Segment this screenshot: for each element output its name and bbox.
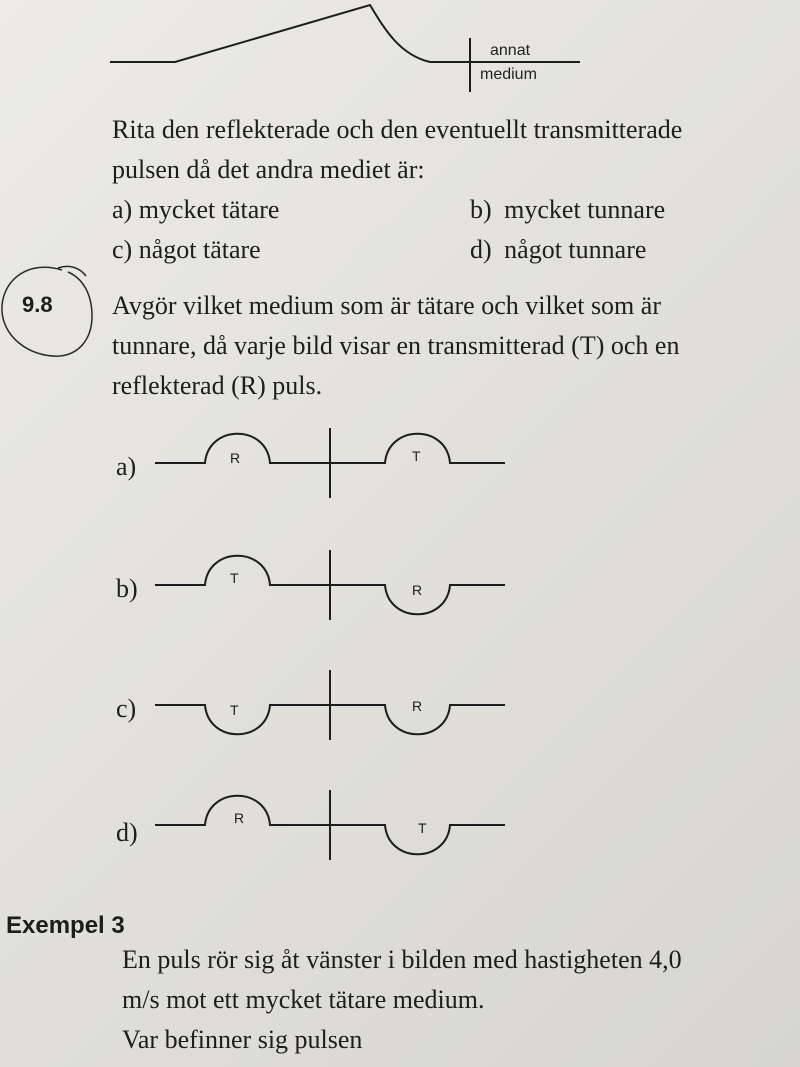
- task-98-line-2: tunnare, då varje bild visar en transmitterad (T) och en: [112, 331, 680, 360]
- left-pulse-label: R: [230, 450, 241, 466]
- figure-a: [0, 418, 800, 518]
- option-letter: a): [112, 195, 133, 224]
- figure-b: [0, 540, 800, 640]
- example-line-1: En puls rör sig åt vänster i bilden med hastigheten 4,0: [122, 945, 682, 974]
- left-pulse-label: T: [230, 570, 239, 586]
- figure-letter: b): [116, 574, 138, 603]
- figure-letter: c): [116, 694, 137, 723]
- prev-task-line-2: pulsen då det andra mediet är:: [112, 155, 425, 184]
- handdrawn-circle-mark: [0, 258, 110, 368]
- example-heading: Exempel 3: [6, 912, 125, 939]
- option-text: mycket tätare: [138, 195, 280, 224]
- top-pulse-diagram: [0, 0, 800, 110]
- right-pulse-label: T: [412, 448, 421, 464]
- task-98-line-1: Avgör vilket medium som är tätare och vilket som är: [112, 291, 661, 320]
- example-line-2: m/s mot ett mycket tätare medium.: [122, 985, 485, 1014]
- right-pulse-label: R: [412, 698, 423, 714]
- left-pulse-label: R: [234, 810, 245, 826]
- right-pulse-label: T: [418, 820, 427, 836]
- pulse-figure: [0, 660, 800, 760]
- pulse-figure: [0, 418, 800, 518]
- figure-letter: a): [116, 452, 137, 481]
- figure-d: [0, 780, 800, 880]
- task-number: 9.8: [22, 292, 53, 317]
- prev-option-d: [470, 230, 646, 269]
- prev-option-b: [470, 190, 665, 229]
- prev-task-line-1: Rita den reflekterade och den eventuellt transmitterade: [112, 115, 683, 144]
- left-pulse-label: T: [230, 702, 239, 718]
- prev-option-a: [112, 190, 279, 229]
- option-letter: b): [470, 195, 492, 224]
- option-text: något tätare: [138, 235, 261, 264]
- pulse-figure: [0, 540, 800, 640]
- option-letter: c): [112, 235, 133, 264]
- figure-letter: d): [116, 818, 138, 847]
- label-medium: medium: [480, 66, 537, 83]
- option-letter: d): [470, 235, 492, 264]
- task-98-line-3: reflekterad (R) puls.: [112, 371, 323, 400]
- example-line-3: Var befinner sig pulsen: [122, 1025, 363, 1054]
- prev-option-c: [112, 230, 261, 269]
- right-pulse-label: R: [412, 582, 423, 598]
- label-annat: annat: [490, 42, 531, 59]
- option-text: något tunnare: [504, 235, 647, 264]
- pulse-figure: [0, 780, 800, 880]
- figure-c: [0, 660, 800, 760]
- option-text: mycket tunnare: [504, 195, 666, 224]
